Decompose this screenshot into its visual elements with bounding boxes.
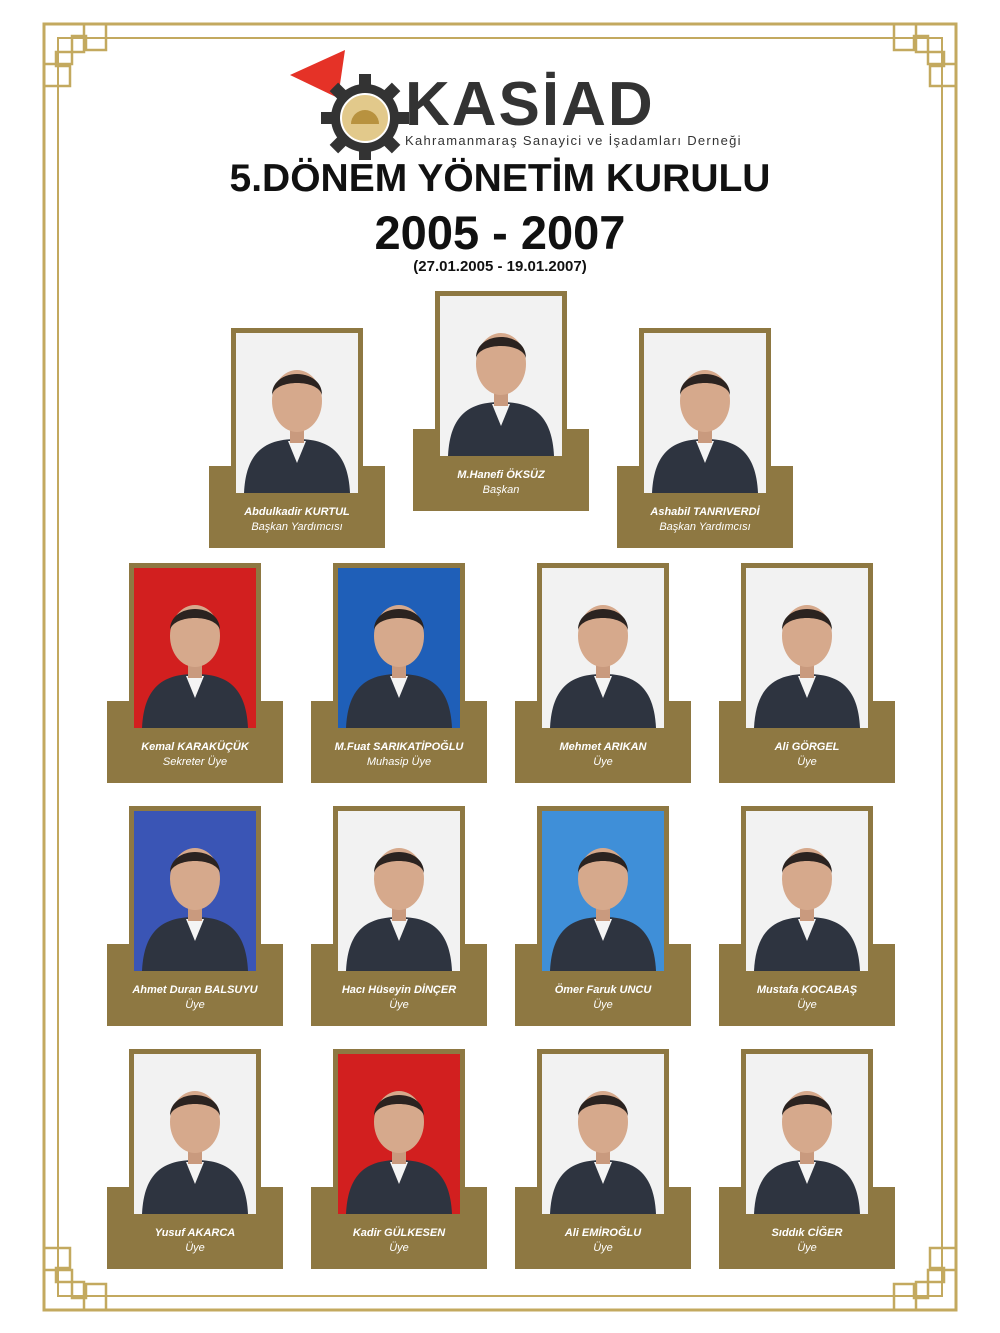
member-card bbox=[413, 291, 589, 511]
member-card bbox=[515, 1049, 691, 1269]
member-name: Kemal KARAKÜÇÜK bbox=[141, 741, 249, 753]
portrait-silhouette bbox=[542, 811, 664, 971]
member-photo bbox=[644, 333, 766, 493]
member-photo bbox=[746, 1054, 868, 1214]
member-photo-frame bbox=[129, 1049, 261, 1219]
member-card bbox=[209, 328, 385, 548]
member-name: Kadir GÜLKESEN bbox=[352, 1227, 446, 1239]
member-card bbox=[515, 806, 691, 1026]
member-card bbox=[515, 563, 691, 783]
member-name: Ömer Faruk UNCU bbox=[554, 984, 652, 996]
portrait-silhouette bbox=[746, 1054, 868, 1214]
portrait-silhouette bbox=[134, 811, 256, 971]
portrait-silhouette bbox=[338, 1054, 460, 1214]
portrait-silhouette bbox=[542, 568, 664, 728]
member-photo-frame bbox=[741, 563, 873, 733]
portrait-silhouette bbox=[134, 1054, 256, 1214]
member-photo bbox=[542, 568, 664, 728]
member-role: Başkan Yardımcısı bbox=[659, 521, 751, 533]
member-role: Muhasip Üye bbox=[366, 756, 432, 768]
member-name: Hacı Hüseyin DİNÇER bbox=[341, 984, 457, 996]
member-photo bbox=[338, 568, 460, 728]
page-title: 5.DÖNEM YÖNETİM KURULU bbox=[229, 157, 771, 200]
member-photo-frame bbox=[537, 1049, 669, 1219]
portrait-silhouette bbox=[338, 568, 460, 728]
logo-subtitle: Kahramanmaraş Sanayici ve İşadamları Derneği bbox=[405, 133, 742, 148]
member-photo bbox=[338, 811, 460, 971]
member-card bbox=[311, 563, 487, 783]
member-photo-frame bbox=[231, 328, 363, 498]
member-name: Abdulkadir KURTUL bbox=[244, 506, 350, 518]
member-role: Üye bbox=[797, 1242, 817, 1254]
member-role: Üye bbox=[797, 999, 817, 1011]
member-role: Üye bbox=[593, 756, 613, 768]
member-photo-frame bbox=[435, 291, 567, 461]
member-card bbox=[311, 1049, 487, 1269]
member-photo bbox=[746, 811, 868, 971]
member-name: M.Fuat SARIKATİPOĞLU bbox=[334, 741, 464, 753]
member-card bbox=[719, 806, 895, 1026]
member-photo bbox=[236, 333, 358, 493]
member-name: Sıddık CİĞER bbox=[771, 1227, 843, 1239]
term-years: 2005 - 2007 bbox=[374, 206, 626, 259]
portrait-silhouette bbox=[236, 333, 358, 493]
member-name: Yusuf AKARCA bbox=[154, 1227, 236, 1239]
member-photo bbox=[134, 811, 256, 971]
member-name: Mehmet ARIKAN bbox=[559, 741, 647, 753]
member-role: Üye bbox=[185, 999, 205, 1011]
member-photo bbox=[746, 568, 868, 728]
member-name: Mustafa KOCABAŞ bbox=[756, 984, 858, 996]
member-photo-frame bbox=[537, 563, 669, 733]
member-name: M.Hanefi ÖKSÜZ bbox=[457, 469, 545, 481]
member-card bbox=[719, 1049, 895, 1269]
member-role: Başkan bbox=[482, 484, 520, 496]
member-photo-frame bbox=[333, 563, 465, 733]
member-photo-frame bbox=[741, 1049, 873, 1219]
member-photo-frame bbox=[129, 563, 261, 733]
member-name: Ali GÖRGEL bbox=[774, 741, 840, 753]
member-card bbox=[719, 563, 895, 783]
member-photo-frame bbox=[333, 1049, 465, 1219]
portrait-silhouette bbox=[542, 1054, 664, 1214]
member-photo bbox=[134, 1054, 256, 1214]
portrait-silhouette bbox=[746, 811, 868, 971]
member-photo-frame bbox=[537, 806, 669, 976]
member-name: Ahmet Duran BALSUYU bbox=[132, 984, 258, 996]
member-photo-frame bbox=[639, 328, 771, 498]
member-card bbox=[107, 563, 283, 783]
member-role: Sekreter Üye bbox=[162, 756, 228, 768]
member-photo-frame bbox=[333, 806, 465, 976]
member-role: Üye bbox=[389, 1242, 409, 1254]
member-card bbox=[617, 328, 793, 548]
member-name: Ashabil TANRIVERDİ bbox=[650, 506, 760, 518]
logo-wordmark: KASİAD bbox=[405, 70, 655, 139]
portrait-silhouette bbox=[644, 333, 766, 493]
member-card bbox=[107, 806, 283, 1026]
member-role: Üye bbox=[389, 999, 409, 1011]
member-photo bbox=[542, 811, 664, 971]
member-role: Üye bbox=[797, 756, 817, 768]
member-photo bbox=[542, 1054, 664, 1214]
member-card bbox=[107, 1049, 283, 1269]
member-role: Başkan Yardımcısı bbox=[251, 521, 343, 533]
portrait-silhouette bbox=[440, 296, 562, 456]
member-photo bbox=[134, 568, 256, 728]
member-photo bbox=[440, 296, 562, 456]
member-role: Üye bbox=[593, 1242, 613, 1254]
member-role: Üye bbox=[593, 999, 613, 1011]
portrait-silhouette bbox=[134, 568, 256, 728]
member-photo-frame bbox=[129, 806, 261, 976]
member-photo bbox=[338, 1054, 460, 1214]
member-role: Üye bbox=[185, 1242, 205, 1254]
portrait-silhouette bbox=[746, 568, 868, 728]
portrait-silhouette bbox=[338, 811, 460, 971]
member-name: Ali EMİROĞLU bbox=[564, 1227, 642, 1239]
term-dates: (27.01.2005 - 19.01.2007) bbox=[413, 258, 587, 275]
member-card bbox=[311, 806, 487, 1026]
member-photo-frame bbox=[741, 806, 873, 976]
